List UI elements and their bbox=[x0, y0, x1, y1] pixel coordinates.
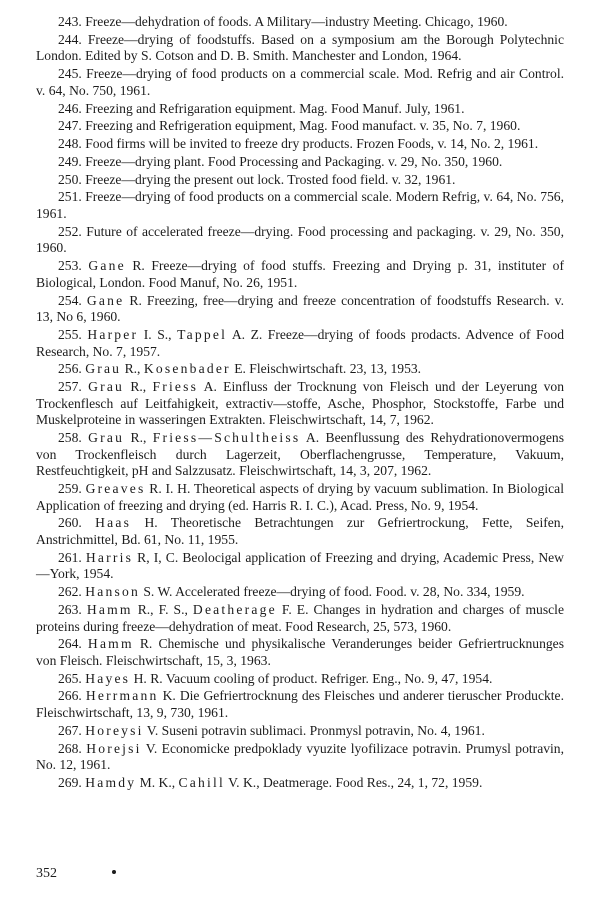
author-name: Herrmann bbox=[85, 688, 159, 704]
bibliography-entry bbox=[36, 481, 564, 514]
entry-text: Freezing and Refrigaration equipment. Mag. Food Manuf. July, 1961. bbox=[81, 100, 465, 116]
entry-number: 264. bbox=[58, 636, 82, 652]
entry-number: 258. bbox=[58, 430, 82, 446]
entry-number: 247. bbox=[58, 118, 82, 134]
bibliography-entry bbox=[36, 189, 564, 222]
entry-text: Freeze—drying of foodstuffs. Based on a symposium am the Borough Polytechnic London. Edited by S. Cotson and D. B. Smith. Manchester and London, 1964. bbox=[36, 31, 564, 64]
entry-text: Freeze—drying of food products on a commercial scale. Mod. Refrig and air Control. v. 64, No. 750, 1961. bbox=[36, 66, 564, 98]
entry-text: K. Die Gefriertrocknung des Fleisches und anderer tieruscher Produckte. Fleischwirtschaft, 13, 9, 730, 1961. bbox=[36, 688, 564, 721]
author-name: Friess bbox=[152, 379, 199, 395]
author-name: Greaves bbox=[85, 481, 146, 497]
entry-number: 262. bbox=[58, 584, 82, 600]
bibliography-entry bbox=[36, 775, 564, 792]
bibliography-entry bbox=[36, 154, 564, 171]
bibliography-entry bbox=[36, 602, 564, 635]
bibliography-entry bbox=[36, 118, 564, 135]
entry-number: 246. bbox=[58, 100, 82, 116]
entry-number: 265. bbox=[58, 670, 82, 686]
entry-text: R., F. S., bbox=[132, 601, 193, 617]
entry-text: R. Freeze—drying of food stuffs. Freezing and Drying p. 31, instituter of Biological, London. Food Manuf, No. 26, 1951. bbox=[36, 258, 564, 290]
entry-number: 260. bbox=[58, 515, 82, 531]
entry-text: Freeze—dehydration of foods. A Military—industry Meeting. Chicago, 1960. bbox=[81, 14, 508, 29]
entry-text: I. S., bbox=[138, 326, 178, 342]
entry-text: R. I. H. Theoretical aspects of drying by vacuum sublimation. In Biological Application of freezing and drying (ed. Harris R. I. C.), Acad. Press, No. 9, 1954. bbox=[36, 481, 564, 513]
author-name: Gane bbox=[88, 258, 126, 274]
author-name: Tappel bbox=[177, 326, 228, 342]
entry-text: Freeze—drying of food products on a commercial scale. Modern Refrig, v. 64, No. 756, 1961. bbox=[36, 189, 564, 222]
author-name: Grau bbox=[88, 379, 125, 395]
author-name: Hanson bbox=[85, 584, 140, 600]
bibliography-entry bbox=[36, 172, 564, 189]
entry-text: R, I, C. Beolocigal application of Freezing and drying, Academic Press, New—York, 1954. bbox=[36, 549, 564, 582]
entry-text: R., bbox=[121, 361, 144, 377]
entry-text: H. Theoretische Betrachtungen zur Gefriertrockung, Fette, Seifen, Anstrichmittel, Bd. 61, No. 11, 1955. bbox=[36, 515, 564, 547]
entry-text: V. Suseni potravin sublimaci. Pronmysl potravin, No. 4, 1961. bbox=[143, 722, 485, 738]
bibliography-entry bbox=[36, 14, 564, 31]
author-name: Deatherage bbox=[192, 601, 277, 617]
entry-number: 243. bbox=[58, 14, 82, 29]
entry-text: A. Z. Freeze—drying of foods prodacts. Advence of Food Research, No. 7, 1957. bbox=[36, 326, 564, 359]
entry-number: 269. bbox=[58, 775, 82, 790]
entry-number: 261. bbox=[58, 549, 82, 565]
entry-number: 257. bbox=[58, 379, 82, 395]
entry-number: 263. bbox=[58, 601, 82, 617]
bibliography-entry bbox=[36, 430, 564, 480]
entry-text: Food firms will be invited to freeze dry products. Frozen Foods, v. 14, No. 2, 1961. bbox=[81, 136, 539, 152]
entry-number: 245. bbox=[58, 66, 82, 82]
author-name: Gane bbox=[86, 292, 125, 308]
entry-text: R. Chemische und physikalische Veranderunges beider Gefriertrucknunges von Fleisch. Fleischwirtschaft, 15, 3, 1963. bbox=[36, 636, 564, 668]
entry-number: 268. bbox=[58, 740, 82, 756]
author-name: Grau bbox=[85, 361, 122, 377]
bibliography-entry bbox=[36, 550, 564, 583]
author-name: Cahill bbox=[178, 775, 225, 790]
bibliography-entry bbox=[36, 584, 564, 601]
entry-text: A. Beenflussung des Rehydrationovermogens von Trockenfleisch durch Lagerzeit, Oberflachengrusse, Temperature, Vakuum, Restfeuchtigkeit, pH and Salzzusatz. Fleischwirtschaft, 14, 3, 207, 1962. bbox=[36, 430, 564, 479]
bibliography-entry bbox=[36, 379, 564, 429]
entry-text: H. R. Vacuum cooling of product. Refriger. Eng., No. 9, 47, 1954. bbox=[130, 670, 493, 686]
entry-number: 254. bbox=[58, 292, 82, 308]
bibliography-entry bbox=[36, 741, 564, 774]
author-name: Haas bbox=[95, 515, 132, 531]
entry-text: F. E. Changes in hydration and charges of muscle proteins during freeze—dehydration of meat. Food Research, 25, 573, 1960. bbox=[36, 601, 564, 634]
entry-number: 248. bbox=[58, 136, 82, 152]
author-name: Hamm bbox=[86, 601, 133, 617]
author-name: Harper bbox=[87, 326, 139, 342]
bibliography-entry bbox=[36, 636, 564, 669]
bibliography-entry bbox=[36, 101, 564, 118]
entry-number: 249. bbox=[58, 153, 82, 169]
entry-number: 251. bbox=[58, 189, 82, 205]
bibliography-entry bbox=[36, 361, 564, 378]
entry-number: 266. bbox=[58, 688, 82, 704]
bibliography-entry bbox=[36, 723, 564, 740]
author-name: Hayes bbox=[85, 670, 131, 686]
bibliography-entry bbox=[36, 688, 564, 721]
bibliography-entry bbox=[36, 258, 564, 291]
author-name: Hamm bbox=[87, 636, 134, 652]
entry-number: 259. bbox=[58, 481, 82, 497]
bibliography-entry bbox=[36, 327, 564, 360]
print-speck bbox=[112, 870, 116, 874]
entry-number: 267. bbox=[58, 722, 82, 738]
entry-number: 255. bbox=[58, 326, 82, 342]
bibliography-entry bbox=[36, 136, 564, 153]
entry-text: Freeze—drying the present out lock. Trosted food field. v. 32, 1961. bbox=[81, 171, 456, 187]
page-number: 352 bbox=[36, 866, 57, 881]
entry-text: R. Freezing, free—drying and freeze concentration of foodstuffs Research. v. 13, No 6, 1960. bbox=[36, 292, 564, 325]
entry-text: E. Fleischwirtschaft. 23, 13, 1953. bbox=[230, 361, 422, 377]
author-name: Friess—Schultheiss bbox=[152, 430, 301, 446]
bibliography-entry bbox=[36, 66, 564, 99]
entry-text: V. Economicke predpoklady vyuzite lyofilizace potravin. Prumysl potravin, No. 12, 1961. bbox=[36, 740, 565, 773]
author-name: Kosenbader bbox=[143, 361, 231, 377]
entry-text: S. W. Accelerated freeze—drying of food. Food. v. 28, No. 334, 1959. bbox=[139, 584, 525, 600]
bibliography-entry bbox=[36, 671, 564, 688]
entry-text: Freezing and Refrigeration equipment, Mag. Food manufact. v. 35, No. 7, 1960. bbox=[81, 118, 521, 134]
author-name: Grau bbox=[88, 430, 125, 446]
bibliography-entry bbox=[36, 293, 564, 326]
entry-text: Future of accelerated freeze—drying. Food processing and packaging. v. 29, No. 350, 1960. bbox=[36, 223, 564, 256]
bibliography-entry bbox=[36, 32, 564, 65]
entry-number: 252. bbox=[58, 223, 82, 239]
entry-number: 250. bbox=[58, 171, 82, 187]
author-name: Horeysi bbox=[85, 722, 144, 738]
author-name: Horejsi bbox=[86, 740, 142, 756]
bibliography-entry bbox=[36, 515, 564, 548]
bibliography-list bbox=[36, 14, 564, 793]
entry-text: V. K., Deatmerage. Food Res., 24, 1, 72, 1959. bbox=[224, 775, 483, 790]
entry-number: 244. bbox=[58, 31, 82, 47]
author-name: Hamdy bbox=[85, 775, 137, 790]
entry-text bbox=[82, 515, 95, 530]
entry-text: R., bbox=[124, 430, 153, 446]
bibliography-entry bbox=[36, 224, 564, 257]
entry-text: Freeze—drying plant. Food Processing and Packaging. v. 29, No. 350, 1960. bbox=[81, 153, 503, 169]
entry-number: 256. bbox=[58, 361, 82, 377]
entry-number: 253. bbox=[58, 258, 82, 274]
entry-text: A. Einfluss der Trocknung von Fleisch und der Leyerung von Trockenflesch auf Leitfahigkeit, extractiv—stoffe, Asche, Phosphor, Stockstoffe, Farbe und Muskelproteine in wasseringen Extrakten. Fleischwirtschaft, 14, 7, 1962. bbox=[36, 379, 565, 428]
author-name: Harris bbox=[85, 549, 134, 565]
entry-text: M. K., bbox=[136, 775, 179, 790]
entry-text: R., bbox=[124, 379, 153, 395]
